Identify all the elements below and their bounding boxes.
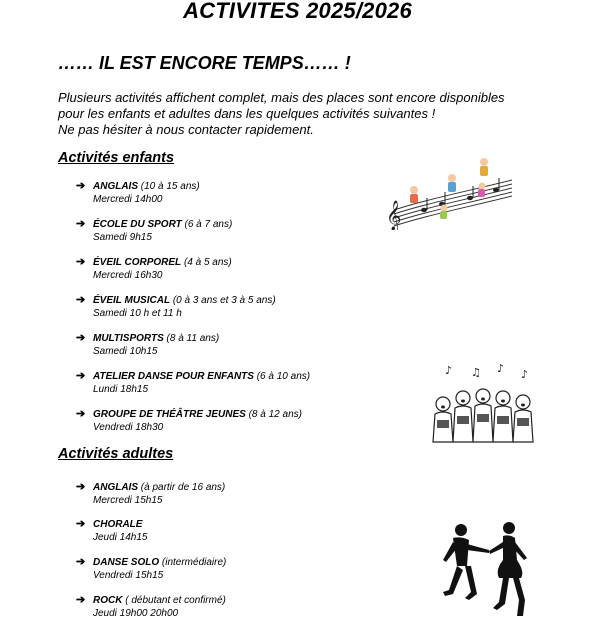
activity-item [76,332,219,358]
intro-line: Ne pas hésiter à nous contacter rapidement. [58,122,314,137]
activity-name: ÉCOLE DU SPORT [93,219,182,230]
activity-item [76,556,226,582]
activity-details: (à partir de 16 ans) [138,482,226,493]
svg-text:♪: ♪ [445,364,453,377]
arrow-icon: ➔ [76,180,86,192]
activity-name: ANGLAIS [93,482,138,493]
activity-schedule: Lundi 18h15 [93,384,149,395]
activity-name: ANGLAIS [93,181,138,192]
activity-details: (4 à 5 ans) [181,257,232,268]
activity-schedule: Mercredi 14h00 [93,194,163,205]
section-heading-enfants: Activités enfants [58,150,175,166]
activity-name: DANSE SOLO [93,557,160,568]
activity-item [76,408,302,434]
page-title: ACTIVITES 2025/2026 [183,0,412,23]
activity-item [76,256,232,282]
choir-illustration [425,362,547,444]
activity-name: ROCK [93,595,123,606]
arrow-icon: ➔ [76,481,86,493]
activity-name: MULTISPORTS [93,333,164,344]
activity-schedule: Vendredi 15h15 [93,570,164,581]
activity-details: (intermédiaire) [159,557,227,568]
activity-schedule: Mercredi 15h15 [93,495,163,506]
activity-details: (8 à 11 ans) [163,333,220,344]
intro-line: pour les enfants et adultes dans les quelques activités suivantes ! [58,106,436,121]
activity-item [76,218,232,244]
arrow-icon: ➔ [76,370,86,382]
activity-name: ÉVEIL CORPOREL [93,257,182,268]
activity-details: ( débutant et confirmé) [122,595,226,606]
activity-details: (6 à 10 ans) [253,371,311,382]
arrow-icon: ➔ [76,218,86,230]
svg-text:♫: ♫ [471,366,481,379]
activity-schedule: Vendredi 18h30 [93,422,164,433]
arrow-icon: ➔ [76,408,86,420]
treble-clef-icon: 𝄞 [386,201,402,230]
activity-schedule: Samedi 10h15 [93,346,158,357]
activity-name: CHORALE [93,519,143,530]
activity-schedule: Mercredi 16h30 [93,270,163,281]
arrow-icon: ➔ [76,294,86,306]
activity-details: (10 à 15 ans) [138,181,200,192]
arrow-icon: ➔ [76,556,86,568]
arrow-icon: ➔ [76,594,86,606]
section-heading-adultes: Activités adultes [58,446,174,462]
activity-item [76,481,225,507]
activity-details: (0 à 3 ans et 3 à 5 ans) [170,295,276,306]
activity-item [76,294,276,320]
activity-name: GROUPE DE THÉÂTRE JEUNES [93,409,246,420]
svg-text:♪: ♪ [521,368,529,381]
activity-name: ATELIER DANSE POUR ENFANTS [93,371,254,382]
intro-line: Plusieurs activités affichent complet, mais des places sont encore disponibles [58,90,505,105]
arrow-icon: ➔ [76,332,86,344]
arrow-icon: ➔ [76,518,86,530]
activity-item [76,518,148,544]
rock-dancers-illustration [437,520,537,625]
activity-details: (6 à 7 ans) [181,219,233,230]
activity-details: (8 à 12 ans) [245,409,302,420]
activity-schedule: Samedi 10 h et 11 h [93,308,182,319]
activity-item [76,370,310,396]
music-staff-kids-illustration [384,152,520,230]
activity-item [76,594,226,620]
activity-schedule: Jeudi 14h15 [93,532,148,543]
activity-schedule: Jeudi 19h00 20h00 [93,608,179,619]
intro-paragraph [58,90,558,138]
activity-schedule: Samedi 9h15 [93,232,152,243]
activity-item [76,180,200,206]
activity-name: ÉVEIL MUSICAL [93,295,171,306]
arrow-icon: ➔ [76,256,86,268]
svg-text:♪: ♪ [497,362,505,375]
page-subtitle: …… IL EST ENCORE TEMPS…… ! [58,53,351,73]
